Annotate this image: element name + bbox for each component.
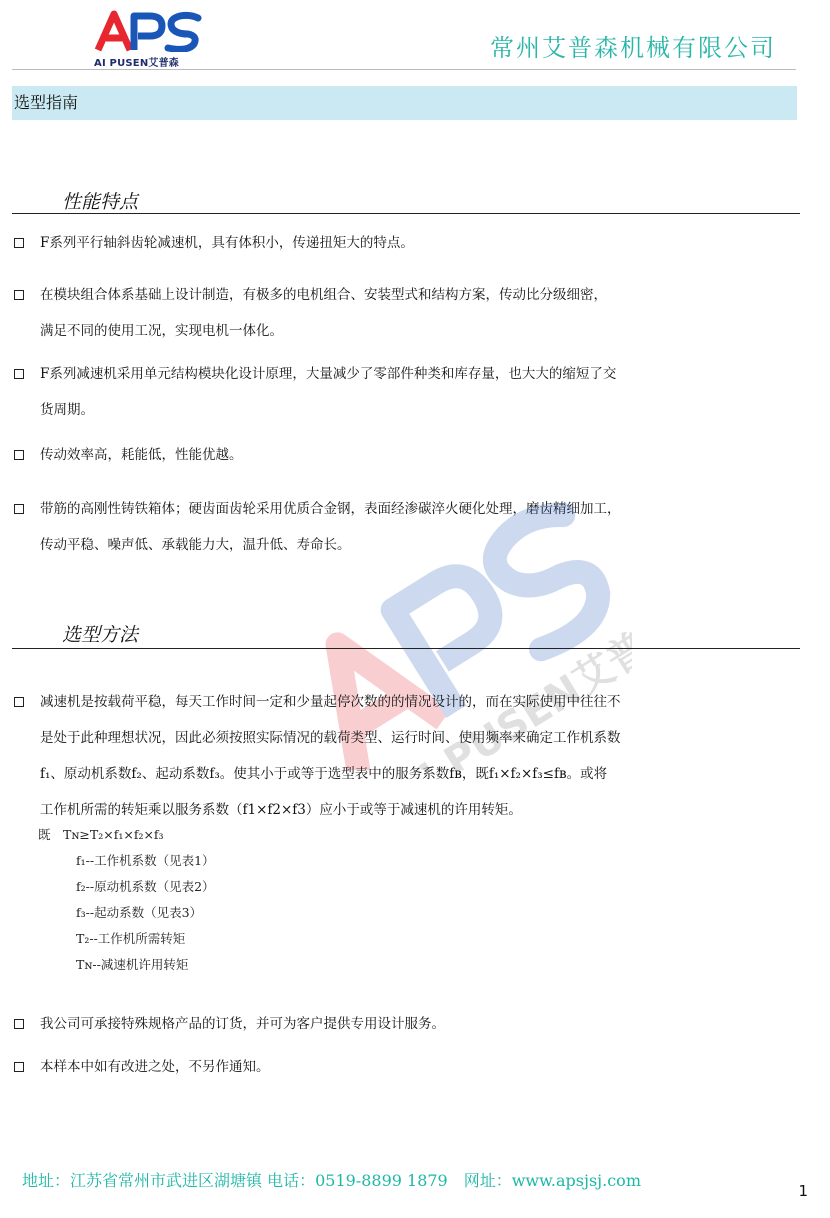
checkbox-square-icon [14,504,24,514]
logo-text: AI PUSEN艾普森 [94,58,179,69]
checkbox-square-icon [14,697,24,707]
checkbox-square-icon [14,369,24,379]
aps-logo-mark [94,10,204,52]
watermark-text: PUSEN艾普森 [436,602,632,770]
item-text: 工作机所需的转矩乘以服务系数（f1×f2×f3）应小于或等于减速机的许用转矩。 [40,802,522,818]
item-text: 本样本中如有改进之处，不另作通知。 [40,1059,270,1075]
formula-def: f₂--原动机系数（见表2） [76,879,215,894]
checkbox-square-icon [14,1062,24,1072]
footer-contact: 地址：江苏省常州市武进区湖塘镇 电话：0519-8899 1879 网址：www.apsjsj.com [22,1171,641,1190]
section-divider [12,213,800,214]
section-divider [12,648,800,649]
formula-def: f₁--工作机系数（见表1） [76,853,215,868]
item-text: 传动效率高，耗能低，性能优越。 [40,447,243,463]
item-text: 满足不同的使用工况，实现电机一体化。 [40,323,283,339]
checkbox-square-icon [14,290,24,300]
section-title-features: 性能特点 [62,191,139,213]
item-text: 货周期。 [40,402,94,418]
item-text: 减速机是按载荷平稳，每天工作时间一定和少量起停次数的的情况设计的，而在实际使用中往往不 [40,694,621,710]
formula-main: 既 Tɴ≥T₂×f₁×f₂×f₃ [38,827,164,842]
formula-def: T₂--工作机所需转矩 [76,931,186,946]
checkbox-square-icon [14,1019,24,1029]
item-text: f₁、原动机系数f₂、起动系数f₃。使其小于或等于选型表中的服务系数fʙ，既f₁×f₂×f₃≤fʙ。或将 [40,766,608,782]
checkbox-square-icon [14,450,24,460]
page-number: 1 [798,1182,808,1200]
page-banner: 选型指南 [12,86,797,120]
item-text: 在模块组合体系基础上设计制造，有极多的电机组合、安装型式和结构方案，传动比分级细密， [40,287,607,303]
formula-def: f₃--起动系数（见表3） [76,905,203,920]
item-text: 我公司可承接特殊规格产品的订货，并可为客户提供专用设计服务。 [40,1016,445,1032]
item-text: 带筋的高刚性铸铁箱体；硬齿面齿轮采用优质合金钢，表面经渗碳淬火硬化处理，磨齿精细加工， [40,501,621,517]
checkbox-square-icon [14,238,24,248]
section-title-selection: 选型方法 [62,624,139,646]
item-text: 是处于此种理想状况，因此必须按照实际情况的载荷类型、运行时间、使用频率来确定工作机系数 [40,730,621,746]
item-text: 传动平稳、噪声低、承载能力大，温升低、寿命长。 [40,537,351,553]
formula-def: Tɴ--减速机许用转矩 [76,957,189,972]
formula-block [38,826,215,982]
item-text: F系列平行轴斜齿轮减速机，具有体积小，传递扭矩大的特点。 [40,235,414,251]
header-divider [12,69,796,70]
item-text: F系列减速机采用单元结构模块化设计原理，大量减少了零部件种类和库存量，也大大的缩短了交 [40,366,617,382]
company-name: 常州艾普森机械有限公司 [490,34,776,62]
company-logo [94,10,204,69]
